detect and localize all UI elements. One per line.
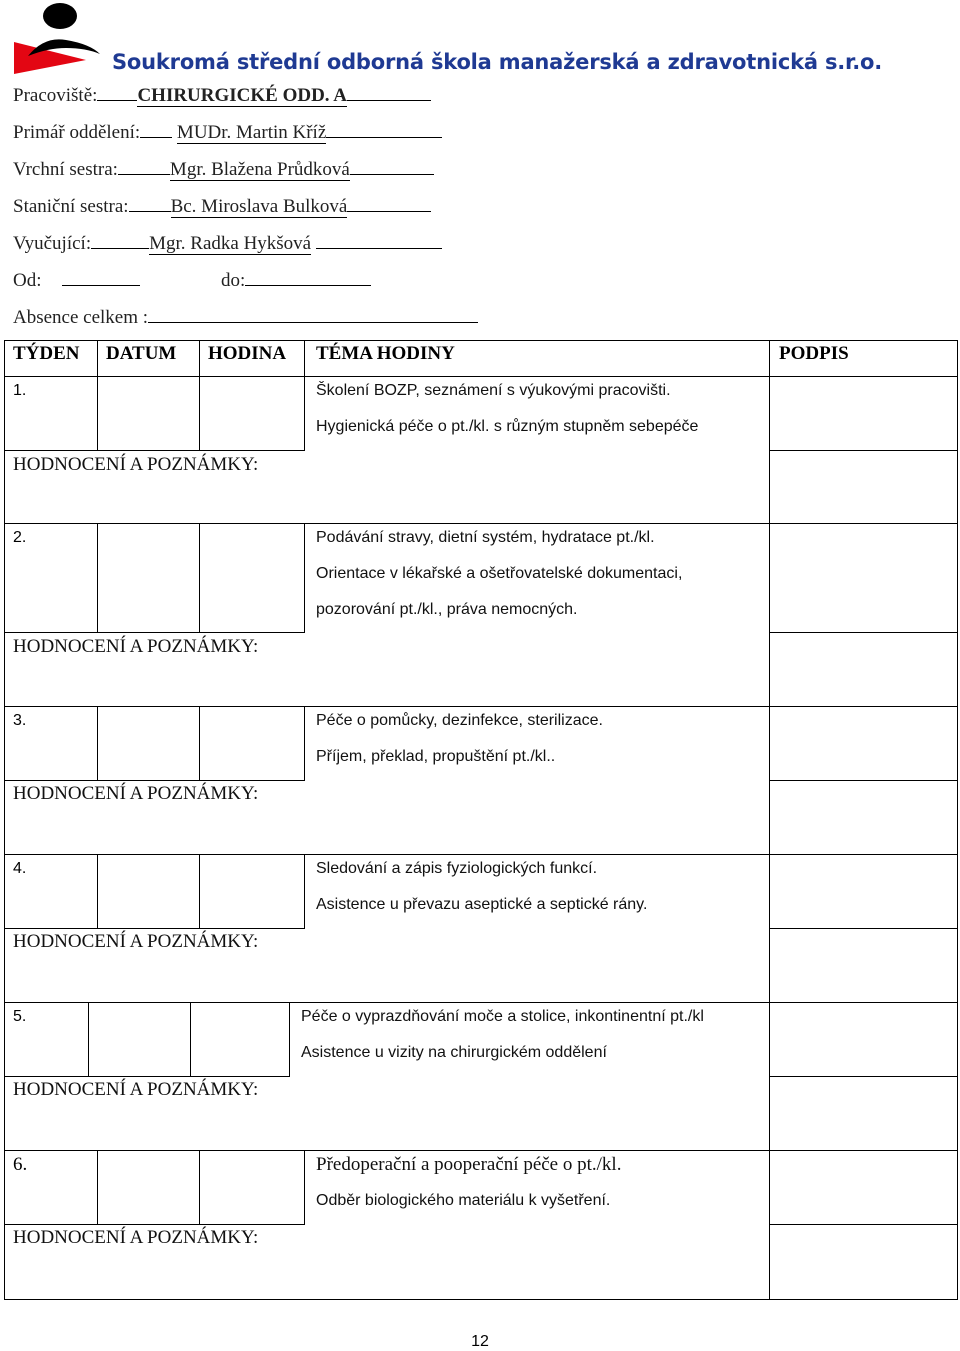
col-divider (199, 1150, 200, 1224)
topic-line: Orientace v lékařské a ošetřovatelské dokumentaci, (316, 565, 683, 582)
col-divider (199, 706, 200, 780)
col-divider (769, 523, 770, 706)
head-physician-field (13, 121, 442, 144)
topic-line: Péče o pomůcky, dezinfekce, sterilizace. (316, 712, 603, 729)
teacher-label: Vyučující: (13, 233, 92, 254)
header-signature: PODPIS (779, 343, 849, 364)
ward-nurse-value: Bc. Miroslava Bulková (170, 196, 348, 217)
logo-head-shape (43, 3, 77, 29)
col-divider (304, 523, 305, 632)
row-divider (4, 780, 305, 781)
row-divider (4, 450, 305, 451)
topic-line: pozorování pt./kl., práva nemocných. (316, 601, 578, 618)
table-border (4, 340, 5, 1300)
col-divider (289, 1002, 290, 1076)
col-divider (304, 1150, 305, 1224)
row-divider (769, 780, 958, 781)
evaluation-label: HODNOCENÍ A POZNÁMKY: (13, 783, 259, 804)
underline (91, 232, 149, 249)
evaluation-label: HODNOCENÍ A POZNÁMKY: (13, 454, 259, 475)
topic-line: Sledování a zápis fyziologických funkcí. (316, 860, 598, 877)
row-divider (4, 376, 958, 377)
topic-line: Odběr biologického materiálu k vyšetření. (316, 1192, 611, 1209)
row-divider (4, 632, 305, 633)
col-divider (304, 854, 305, 928)
week-number: 6. (13, 1154, 28, 1175)
school-name: Soukromá střední odborná škola manažerská a zdravotnická s.r.o. (112, 50, 882, 74)
underline (350, 158, 434, 175)
week-number: 1. (13, 382, 27, 399)
workplace-value: CHIRURGICKÉ ODD. A (137, 85, 347, 106)
row-divider (4, 1150, 958, 1151)
evaluation-label: HODNOCENÍ A POZNÁMKY: (13, 931, 259, 952)
underline (347, 84, 431, 101)
row-divider (769, 1224, 958, 1225)
col-divider (97, 706, 98, 780)
row-divider (4, 854, 958, 855)
from-field (13, 269, 140, 292)
week-number: 2. (13, 529, 27, 546)
underline (347, 195, 431, 212)
evaluation-label: HODNOCENÍ A POZNÁMKY: (13, 1227, 259, 1248)
page-number: 12 (471, 1333, 489, 1350)
head-physician-label: Primář oddělení: (13, 122, 141, 143)
from-underline (62, 269, 140, 286)
head-nurse-label: Vrchní sestra: (13, 159, 118, 180)
row-divider (769, 450, 958, 451)
topic-line: Podávání stravy, dietní systém, hydratace pt./kl. (316, 529, 655, 546)
row-divider (4, 928, 305, 929)
underline (97, 84, 137, 101)
row-divider (4, 1002, 958, 1003)
underline (326, 121, 442, 138)
topic-line: Předoperační a pooperační péče o pt./kl. (316, 1154, 622, 1175)
workplace-label: Pracoviště: (13, 85, 98, 106)
col-divider (199, 340, 200, 377)
col-divider (199, 523, 200, 632)
row-divider (769, 632, 958, 633)
head-nurse-field (13, 158, 434, 181)
to-field (221, 269, 371, 292)
col-divider (199, 854, 200, 928)
absence-field (13, 306, 478, 329)
col-divider (199, 376, 200, 450)
table-border (957, 340, 958, 1300)
table-border (4, 1299, 958, 1300)
to-label: do: (221, 270, 246, 291)
underline (140, 121, 172, 138)
to-underline (245, 269, 371, 286)
header-topic: TÉMA HODINY (316, 343, 455, 364)
col-divider (190, 1002, 191, 1076)
header-date: DATUM (106, 343, 177, 364)
ward-nurse-label: Staniční sestra: (13, 196, 129, 217)
col-divider (97, 523, 98, 632)
topic-line: Hygienická péče o pt./kl. s různým stupněm sebepéče (316, 418, 699, 435)
underline (129, 195, 171, 212)
head-nurse-value: Mgr. Blažena Průdková (169, 159, 350, 180)
absence-label: Absence celkem : (13, 307, 149, 328)
row-divider (4, 706, 958, 707)
col-divider (304, 706, 305, 780)
teacher-value: Mgr. Radka Hykšová (149, 233, 312, 254)
col-divider (97, 340, 98, 377)
week-number: 4. (13, 860, 27, 877)
header-hour: HODINA (208, 343, 287, 364)
col-divider (88, 1002, 89, 1076)
evaluation-label: HODNOCENÍ A POZNÁMKY: (13, 636, 259, 657)
week-number: 5. (13, 1008, 27, 1025)
row-divider (4, 1224, 305, 1225)
evaluation-label: HODNOCENÍ A POZNÁMKY: (13, 1079, 259, 1100)
from-label: Od: (13, 270, 42, 291)
col-divider (304, 376, 305, 450)
row-divider (4, 1076, 290, 1077)
col-divider (97, 854, 98, 928)
attendance-table (4, 340, 958, 1300)
underline (118, 158, 170, 175)
col-divider (304, 340, 305, 377)
school-logo (14, 2, 100, 74)
topic-line: Školení BOZP, seznámení s výukovými pracovišti. (316, 382, 671, 399)
workplace-field (13, 84, 431, 107)
col-divider (97, 1150, 98, 1224)
header-week: TÝDEN (13, 343, 80, 364)
head-physician-value: MUDr. Martin Kříž (176, 122, 327, 143)
col-divider (769, 340, 770, 377)
ward-nurse-field (13, 195, 431, 218)
topic-line: Příjem, překlad, propuštění pt./kl.. (316, 748, 556, 765)
row-divider (4, 523, 958, 524)
absence-underline (148, 306, 478, 323)
topic-line: Asistence u vizity na chirurgickém oddělení (301, 1044, 607, 1061)
row-divider (769, 1076, 958, 1077)
col-divider (97, 376, 98, 450)
teacher-field (13, 232, 442, 255)
week-number: 3. (13, 712, 27, 729)
row-divider (769, 928, 958, 929)
underline (316, 232, 442, 249)
table-border (4, 340, 958, 341)
topic-line: Asistence u převazu aseptické a septické rány. (316, 896, 648, 913)
topic-line: Péče o vyprazdňování moče a stolice, inkontinentní pt./kl (301, 1008, 704, 1025)
